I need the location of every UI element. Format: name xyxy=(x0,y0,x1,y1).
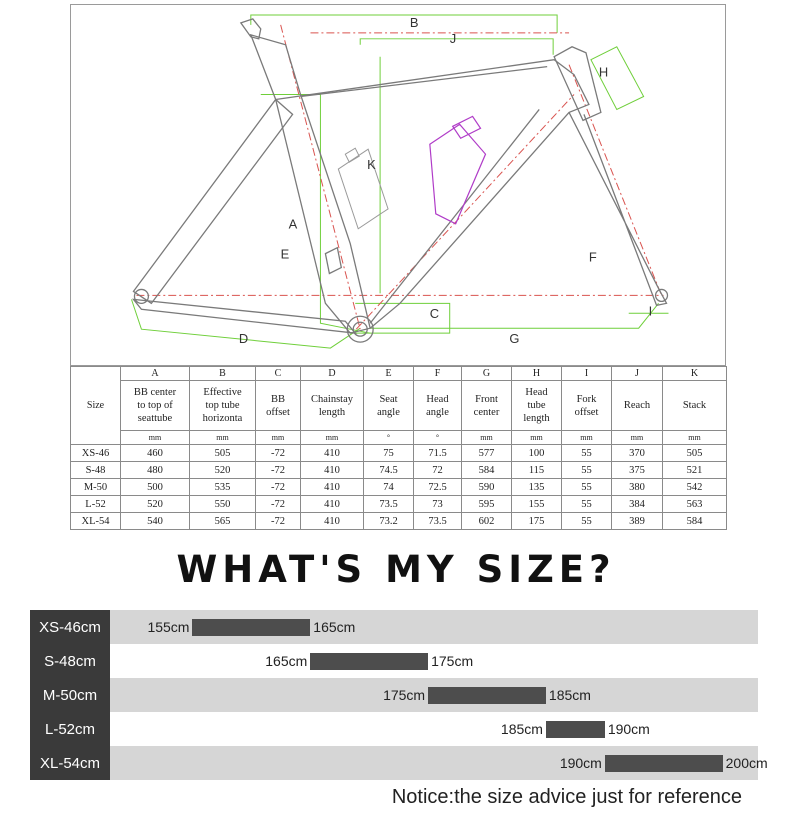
header-line: offset xyxy=(266,406,290,418)
height-range-bar xyxy=(310,653,428,670)
max-height-label: 200cm xyxy=(725,755,768,771)
height-size-chart xyxy=(30,610,768,780)
min-height-label: 185cm xyxy=(500,721,543,737)
column-letter: C xyxy=(256,367,301,381)
header-line: Size xyxy=(86,400,105,411)
column-letter: D xyxy=(301,367,364,381)
table-cell: 590 xyxy=(462,479,512,496)
header-line: tube xyxy=(527,400,546,411)
column-header xyxy=(562,381,612,431)
table-cell: -72 xyxy=(256,479,301,496)
column-header xyxy=(71,367,121,445)
table-cell: 584 xyxy=(462,462,512,479)
table-cell: 410 xyxy=(301,479,364,496)
column-unit: ° xyxy=(414,431,462,445)
size-chart-label: XS-46cm xyxy=(30,610,110,644)
header-line: BB xyxy=(270,393,285,405)
table-cell: 460 xyxy=(121,445,190,462)
column-letter: E xyxy=(364,367,414,381)
size-chart-track xyxy=(110,712,758,746)
column-letter: I xyxy=(562,367,612,381)
frame-outline xyxy=(133,19,667,342)
frame-drawing xyxy=(71,5,725,365)
table-cell: -72 xyxy=(256,445,301,462)
table-header-row xyxy=(71,381,727,431)
dim-label-k: K xyxy=(367,157,376,173)
table-letter-row xyxy=(71,367,727,381)
table-row xyxy=(71,496,727,513)
column-letter: A xyxy=(121,367,190,381)
column-header xyxy=(512,381,562,431)
size-heading: WHAT'S MY SIZE? xyxy=(176,548,616,591)
table-cell: 100 xyxy=(512,445,562,462)
table-cell: 410 xyxy=(301,462,364,479)
table-cell: 540 xyxy=(121,513,190,530)
table-cell: 74 xyxy=(364,479,414,496)
size-cell: M-50 xyxy=(71,479,121,496)
table-cell: -72 xyxy=(256,462,301,479)
dim-label-a: A xyxy=(288,216,298,232)
table-row xyxy=(71,479,727,496)
column-header xyxy=(121,381,190,431)
header-line: horizonta xyxy=(202,413,243,424)
table-cell: 370 xyxy=(612,445,663,462)
table-cell: 55 xyxy=(562,462,612,479)
size-chart-row xyxy=(30,712,758,746)
table-cell: 380 xyxy=(612,479,663,496)
column-header xyxy=(612,381,663,431)
table-cell: 115 xyxy=(512,462,562,479)
column-header xyxy=(301,381,364,431)
notice-text: Notice:the size advice just for reference xyxy=(391,786,742,808)
table-cell: 55 xyxy=(562,445,612,462)
size-chart-track xyxy=(110,610,758,644)
dim-label-i: I xyxy=(648,303,653,319)
table-cell: 73.5 xyxy=(414,513,462,530)
table-row xyxy=(71,445,727,462)
column-unit: mm xyxy=(301,431,364,445)
table-cell: 410 xyxy=(301,445,364,462)
header-line: length xyxy=(523,413,550,424)
min-height-label: 165cm xyxy=(265,653,308,669)
size-cell: L-52 xyxy=(71,496,121,513)
dim-label-h: H xyxy=(598,64,609,80)
table-cell: 505 xyxy=(663,445,727,462)
column-header xyxy=(663,381,727,431)
header-line: seattube xyxy=(137,413,173,424)
header-line: Chainstay xyxy=(311,393,353,405)
max-height-label: 175cm xyxy=(431,653,474,669)
column-unit: mm xyxy=(256,431,301,445)
column-unit: mm xyxy=(462,431,512,445)
dim-label-g: G xyxy=(509,331,520,347)
column-unit: mm xyxy=(562,431,612,445)
dim-label-e: E xyxy=(280,246,290,262)
size-cell: S-48 xyxy=(71,462,121,479)
center-lines xyxy=(136,25,663,329)
height-range-bar xyxy=(192,619,310,636)
header-line: Effective xyxy=(203,387,242,398)
header-line: Head xyxy=(525,387,548,398)
dimension-lines xyxy=(131,15,668,348)
table-cell: 72.5 xyxy=(414,479,462,496)
column-header xyxy=(462,381,512,431)
size-chart-row xyxy=(30,644,758,678)
min-height-label: 155cm xyxy=(147,619,190,635)
column-unit: mm xyxy=(612,431,663,445)
min-height-label: 190cm xyxy=(559,755,602,771)
table-cell: 577 xyxy=(462,445,512,462)
table-cell: 563 xyxy=(663,496,727,513)
table-cell: -72 xyxy=(256,496,301,513)
table-cell: 505 xyxy=(190,445,256,462)
table-cell: 55 xyxy=(562,513,612,530)
max-height-label: 190cm xyxy=(607,721,650,737)
table-cell: 75 xyxy=(364,445,414,462)
header-line: top tube xyxy=(205,400,240,411)
table-cell: 410 xyxy=(301,496,364,513)
table-cell: 520 xyxy=(121,496,190,513)
column-unit: mm xyxy=(190,431,256,445)
header-line: BB center xyxy=(133,387,177,398)
size-chart-track xyxy=(110,678,758,712)
column-unit: mm xyxy=(663,431,727,445)
size-chart-row xyxy=(30,746,768,780)
size-chart-label: L-52cm xyxy=(30,712,110,746)
table-row xyxy=(71,513,727,530)
table-cell: 550 xyxy=(190,496,256,513)
geometry-table-body xyxy=(71,367,727,530)
table-unit-row xyxy=(71,431,727,445)
dim-label-b: B xyxy=(409,14,419,30)
min-height-label: 175cm xyxy=(383,687,426,703)
table-cell: 480 xyxy=(121,462,190,479)
column-header xyxy=(256,381,301,431)
table-cell: 542 xyxy=(663,479,727,496)
column-unit: mm xyxy=(121,431,190,445)
max-height-label: 165cm xyxy=(313,619,356,635)
height-range-bar xyxy=(605,755,723,772)
table-row xyxy=(71,462,727,479)
header-line: Reach xyxy=(623,400,651,411)
size-chart-row xyxy=(30,678,758,712)
size-chart-track xyxy=(110,746,768,780)
height-range-bar xyxy=(428,687,546,704)
dim-label-d: D xyxy=(238,331,249,347)
table-cell: 595 xyxy=(462,496,512,513)
table-cell: 384 xyxy=(612,496,663,513)
header-line: Front xyxy=(475,393,498,405)
dim-label-c: C xyxy=(429,306,440,322)
table-cell: 602 xyxy=(462,513,512,530)
height-range-bar xyxy=(546,721,605,738)
max-height-label: 185cm xyxy=(548,687,591,703)
table-cell: 73 xyxy=(414,496,462,513)
column-header xyxy=(414,381,462,431)
column-letter: F xyxy=(414,367,462,381)
table-cell: 375 xyxy=(612,462,663,479)
dim-label-f: F xyxy=(588,249,597,265)
header-line: angle xyxy=(377,406,400,418)
bottle-cage-purple xyxy=(430,116,486,223)
size-chart-label: S-48cm xyxy=(30,644,110,678)
header-line: to top of xyxy=(137,400,173,411)
table-cell: 135 xyxy=(512,479,562,496)
table-cell: 175 xyxy=(512,513,562,530)
column-header xyxy=(190,381,256,431)
column-letter: B xyxy=(190,367,256,381)
table-cell: 535 xyxy=(190,479,256,496)
table-cell: 74.5 xyxy=(364,462,414,479)
dimension-labels xyxy=(239,15,652,346)
table-cell: 55 xyxy=(562,496,612,513)
size-chart-label: XL-54cm xyxy=(30,746,110,780)
header-line: length xyxy=(318,406,346,418)
geometry-table xyxy=(70,366,727,530)
size-cell: XS-46 xyxy=(71,445,121,462)
size-chart-row xyxy=(30,610,758,644)
column-letter: J xyxy=(612,367,663,381)
header-line: center xyxy=(473,406,500,418)
header-line: Stack xyxy=(682,400,707,411)
column-letter: K xyxy=(663,367,727,381)
dim-label-j: J xyxy=(449,30,457,46)
frame-geometry-diagram xyxy=(70,4,726,366)
header-line: Head xyxy=(426,393,449,405)
column-header xyxy=(364,381,414,431)
size-cell: XL-54 xyxy=(71,513,121,530)
table-cell: 72 xyxy=(414,462,462,479)
table-cell: 71.5 xyxy=(414,445,462,462)
table-cell: 389 xyxy=(612,513,663,530)
column-letter: G xyxy=(462,367,512,381)
table-cell: 73.5 xyxy=(364,496,414,513)
table-cell: 565 xyxy=(190,513,256,530)
header-line: Seat xyxy=(379,393,398,405)
table-cell: 521 xyxy=(663,462,727,479)
column-unit: ° xyxy=(364,431,414,445)
table-cell: 155 xyxy=(512,496,562,513)
table-cell: 520 xyxy=(190,462,256,479)
table-cell: -72 xyxy=(256,513,301,530)
header-line: offset xyxy=(574,406,599,418)
table-cell: 500 xyxy=(121,479,190,496)
size-chart-label: M-50cm xyxy=(30,678,110,712)
table-cell: 55 xyxy=(562,479,612,496)
table-cell: 584 xyxy=(663,513,727,530)
header-line: angle xyxy=(426,406,449,418)
header-line: Fork xyxy=(576,393,597,405)
size-chart-track xyxy=(110,644,758,678)
column-letter: H xyxy=(512,367,562,381)
table-cell: 73.2 xyxy=(364,513,414,530)
column-unit: mm xyxy=(512,431,562,445)
table-cell: 410 xyxy=(301,513,364,530)
